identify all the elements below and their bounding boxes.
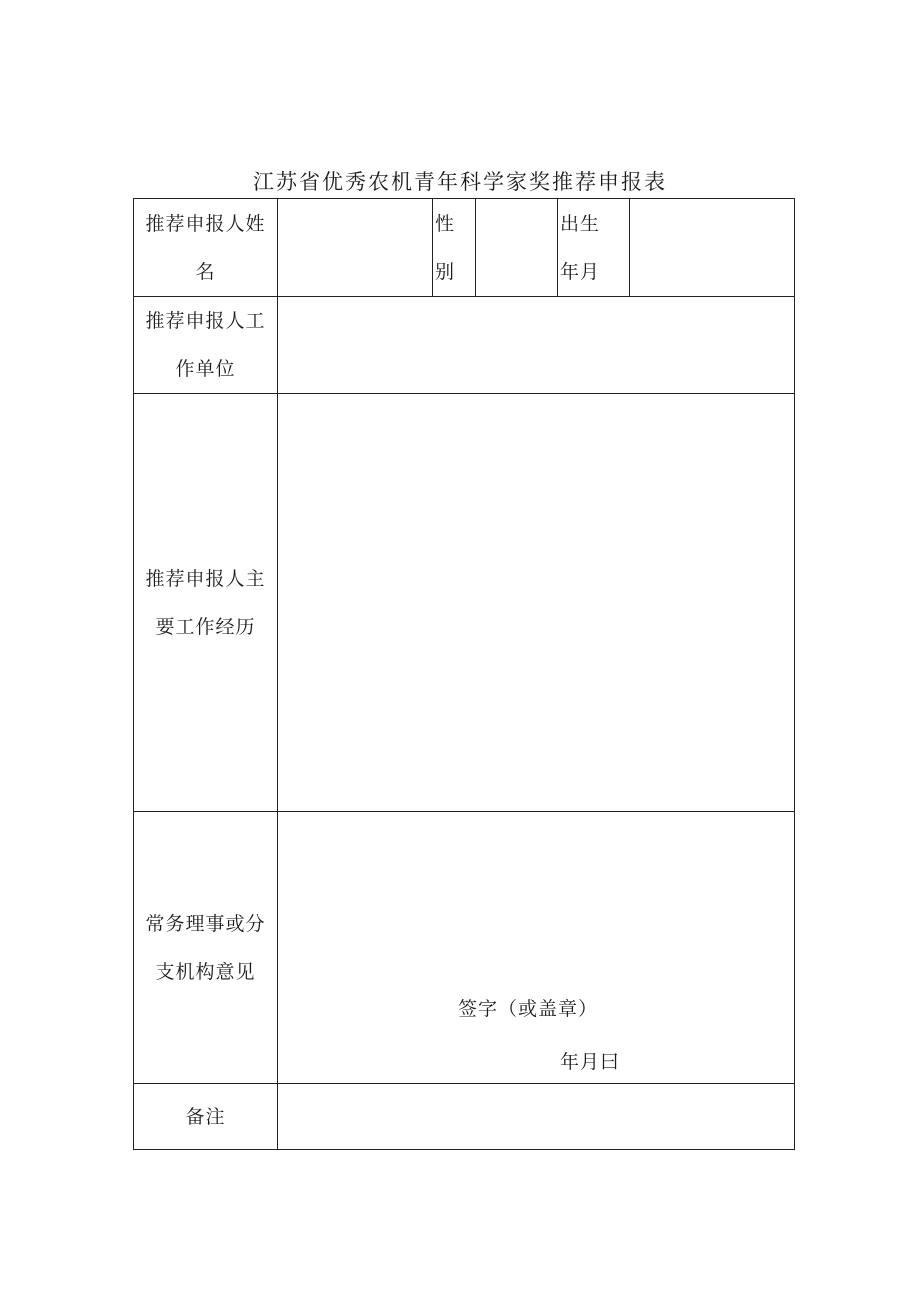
experience-label-cell: [134, 394, 278, 812]
row-workplace: [134, 297, 795, 394]
birth-input-cell[interactable]: [630, 199, 795, 297]
experience-label-line2: 要工作经历: [155, 615, 256, 638]
gender-label-cell: [433, 199, 476, 297]
name-label-cell: [134, 199, 278, 297]
gender-label-line2: 别: [435, 260, 456, 283]
date-text: 年月曰: [560, 1051, 621, 1073]
workplace-input-cell[interactable]: [278, 297, 795, 394]
row-basic-info: [134, 199, 795, 297]
row-opinion: [134, 812, 795, 1084]
birth-label-line1: 出生: [560, 212, 601, 235]
birth-label-cell: [558, 199, 630, 297]
experience-label-line1: 推荐申报人主: [145, 567, 266, 590]
remarks-label-cell: [134, 1084, 278, 1150]
opinion-label-line2: 支机构意见: [155, 960, 256, 983]
opinion-label-line1: 常务理事或分: [145, 912, 266, 935]
document-title: 江苏省优秀农机青年科学家奖推荐申报表: [253, 170, 667, 194]
row-experience: [134, 394, 795, 812]
application-form: [133, 198, 795, 1150]
row-remarks: [134, 1084, 795, 1150]
workplace-label-line1: 推荐申报人工: [145, 310, 266, 332]
workplace-label-line2: 作单位: [175, 358, 236, 380]
workplace-label-cell: [134, 297, 278, 394]
remarks-label: 备注: [185, 1105, 226, 1128]
name-label-line2: 名: [195, 260, 216, 283]
gender-label-line1: 性: [435, 212, 456, 235]
birth-label-line2: 年月: [560, 260, 601, 283]
experience-input-cell[interactable]: [278, 394, 795, 812]
gender-input-cell[interactable]: [476, 199, 558, 297]
remarks-input-cell[interactable]: [278, 1084, 795, 1150]
opinion-label-cell: [134, 812, 278, 1084]
name-label-line1: 推荐申报人姓: [145, 212, 266, 235]
name-input-cell[interactable]: [278, 199, 433, 297]
signature-text: 签字（或盖章）: [458, 998, 599, 1020]
opinion-input-cell[interactable]: [278, 812, 795, 1084]
